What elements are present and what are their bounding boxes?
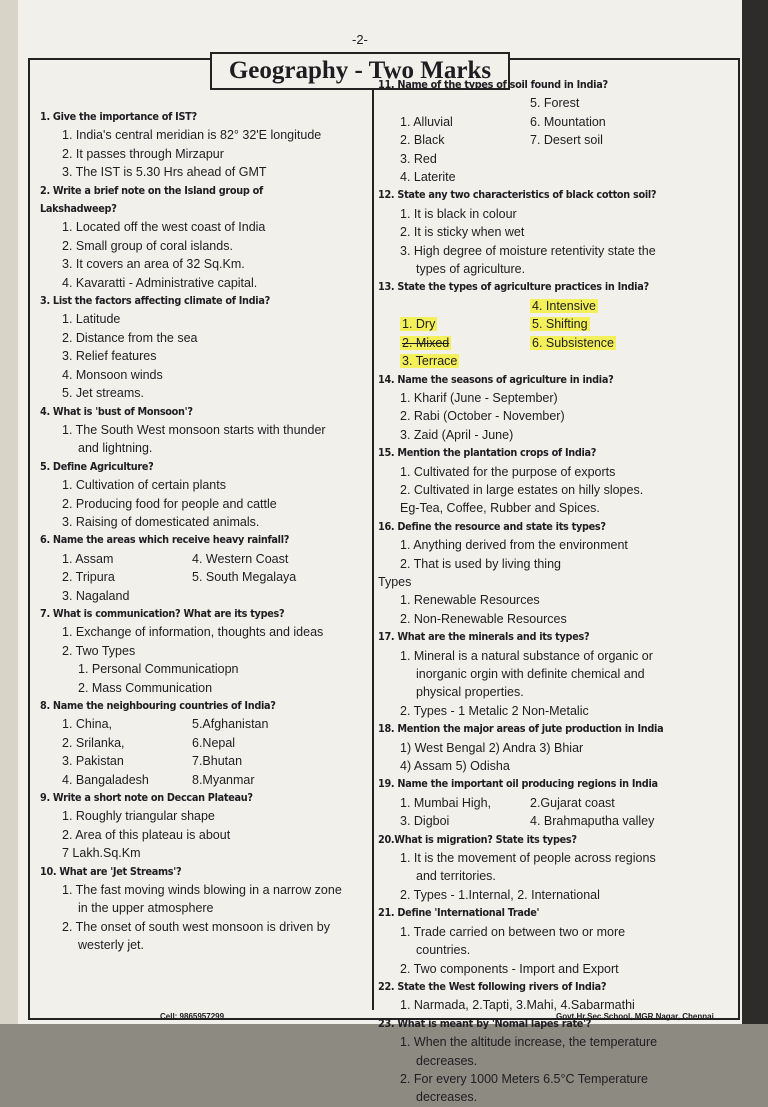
answer-line: and territories.: [416, 869, 496, 884]
answer-text: 6. Mountation: [530, 114, 606, 129]
question-block: [40, 182, 370, 292]
footer-school: Govt.Hr.Sec.School, MGR Nagar, Chennai: [556, 1012, 714, 1021]
answer-line: 1. Trade carried on between two or more: [400, 924, 626, 939]
answer-line: westerly jet.: [78, 938, 144, 953]
column-divider: [372, 90, 374, 1010]
answer-text: 1. Mumbai High,: [400, 795, 492, 810]
footer-contact: Cell: 9865957299: [160, 1012, 225, 1021]
question-heading: 10. What are 'Jet Streams'?: [40, 864, 182, 878]
answer-text: 7. Desert soil: [530, 133, 603, 148]
answer-row: [40, 550, 370, 568]
answer-cell: [400, 794, 530, 812]
answer-line: 3. High degree of moisture retentivity state the: [400, 243, 656, 258]
answer-cell: [400, 131, 530, 149]
answer-line: 2. It is sticky when wet: [400, 225, 525, 240]
answer-line: 1. It is black in colour: [400, 206, 517, 221]
answer-line: 2. Cultivated in large estates on hilly slopes.: [400, 482, 644, 497]
question-block: [378, 720, 740, 775]
answer-line: 2. Non-Renewable Resources: [400, 611, 567, 626]
page-title: Geography - Two Marks: [210, 52, 510, 90]
answer-line: Types: [378, 574, 412, 589]
question-block: [40, 531, 370, 605]
question-block: [378, 831, 740, 905]
answer-row: [378, 94, 740, 112]
question-block: [378, 76, 740, 186]
left-column: [40, 108, 370, 955]
answer-line: 1. Cultivation of certain plants: [62, 478, 226, 493]
answer-line: 1. It is the movement of people across regions: [400, 851, 656, 866]
answer-text: 7.Bhutan: [192, 754, 243, 769]
answer-cell: [400, 334, 530, 352]
answer-cell: [530, 168, 533, 186]
answer-line: 1. Roughly triangular shape: [62, 809, 215, 824]
answer-cell: [192, 715, 268, 733]
answer-line: 2. Types - 1.Internal, 2. International: [400, 887, 600, 902]
answer-line: 5. Jet streams.: [62, 386, 144, 401]
answer-line: physical properties.: [416, 685, 524, 700]
answer-cell: [400, 94, 530, 112]
question-heading: 11. Name of the types of soil found in India?: [378, 78, 608, 91]
answer-line: 1. Anything derived from the environment: [400, 538, 628, 553]
answer-line: 1. The fast moving winds blowing in a narrow zone: [62, 883, 342, 898]
answer-line: 1. The South West monsoon starts with thunder: [62, 422, 326, 437]
answer-cell: [192, 568, 296, 586]
answer-line: decreases.: [416, 1053, 478, 1068]
answer-line: 2. Distance from the sea: [62, 330, 198, 345]
answer-text: 3. Digboi: [400, 814, 450, 829]
question-block: [378, 978, 740, 1015]
answer-text: 4. Bangaladesh: [62, 772, 149, 787]
answer-line: 2. Mass Communication: [78, 680, 213, 695]
answer-line: 1. Located off the west coast of India: [62, 220, 266, 235]
answer-text: 4. Brahmaputha valley: [530, 814, 655, 829]
answer-line: 1. Latitude: [62, 312, 121, 327]
answer-cell: [400, 113, 530, 131]
answer-line: 2. Types - 1 Metalic 2 Non-Metalic: [400, 703, 589, 718]
question-block: [40, 863, 370, 955]
answer-cell: [192, 587, 195, 605]
question-block: [378, 775, 740, 830]
answer-row: [40, 568, 370, 586]
answer-line: decreases.: [416, 1090, 478, 1105]
answer-text: 6. Subsistence: [532, 335, 614, 350]
answer-line: 1. India's central meridian is 82° 32'E longitude: [62, 128, 322, 143]
answer-cell: [400, 150, 530, 168]
question-heading: 21. Define 'International Trade': [378, 906, 540, 920]
question-heading: 23. What is meant by 'Nomal lapes rate'?: [378, 1016, 592, 1030]
answer-text: 4. Western Coast: [192, 551, 289, 566]
answer-text: 5. Shifting: [532, 317, 588, 332]
question-heading: Lakshadweep?: [40, 202, 117, 216]
answer-line: 4) Assam 5) Odisha: [400, 759, 510, 774]
answer-text: 2. Srilanka,: [62, 735, 125, 750]
question-heading: 4. What is 'bust of Monsoon'?: [40, 404, 193, 418]
answer-text: 1. China,: [62, 717, 113, 732]
answer-line: 3. It covers an area of 32 Sq.Km.: [62, 257, 245, 272]
answer-text: 4. Laterite: [400, 170, 456, 185]
answer-line: 1. Kharif (June - September): [400, 390, 558, 405]
answer-cell: [192, 550, 288, 568]
answer-cell: [530, 315, 590, 333]
question-block: [378, 186, 740, 278]
answer-cell: [530, 334, 616, 352]
answer-cell: [530, 352, 533, 370]
answer-cell: [400, 315, 530, 333]
answer-cell: [62, 550, 192, 568]
answer-cell: [62, 568, 192, 586]
answer-text: 5.Afghanistan: [192, 717, 269, 732]
question-block: [40, 108, 370, 182]
right-column: [378, 76, 740, 1107]
answer-text: 2. Tripura: [62, 570, 115, 585]
question-block: [378, 444, 740, 518]
answer-row: [378, 168, 740, 186]
answer-row: [378, 812, 740, 830]
answer-line: 2. Area of this plateau is about: [62, 827, 231, 842]
question-heading: 19. Name the important oil producing regions in India: [378, 777, 658, 791]
page-left-edge: [0, 0, 18, 1024]
answer-row: [378, 352, 740, 370]
question-heading: 6. Name the areas which receive heavy rainfall?: [40, 533, 290, 547]
answer-row: [378, 794, 740, 812]
answer-row: [378, 315, 740, 333]
answer-cell: [530, 794, 615, 812]
answer-cell: [400, 812, 530, 830]
question-heading: 8. Name the neighbouring countries of India?: [40, 699, 276, 712]
answer-text: 3. Red: [400, 151, 437, 166]
answer-row: [40, 771, 370, 789]
answer-text: 6.Nepal: [192, 735, 236, 750]
question-heading: 2. Write a brief note on the Island group of: [40, 183, 263, 197]
answer-cell: [192, 734, 235, 752]
answer-line: 1. Renewable Resources: [400, 593, 540, 608]
answer-cell: [62, 734, 192, 752]
question-heading: 22. State the West following rivers of India?: [378, 979, 607, 993]
answer-text: 5. Forest: [530, 96, 580, 111]
answer-cell: [192, 752, 242, 770]
answer-text: 3. Terrace: [402, 354, 458, 369]
question-block: [40, 292, 370, 402]
answer-row: [40, 734, 370, 752]
question-heading: 9. Write a short note on Deccan Plateau?: [40, 791, 253, 805]
answer-text: 2. Mixed: [402, 335, 450, 350]
answer-line: 1. Personal Communicatiopn: [78, 662, 239, 677]
question-heading: 3. List the factors affecting climate of India?: [40, 294, 270, 308]
answer-line: 3. The IST is 5.30 Hrs ahead of GMT: [62, 165, 267, 180]
answer-cell: [530, 812, 654, 830]
question-block: [40, 458, 370, 532]
answer-cell: [62, 771, 192, 789]
answer-line: and lightning.: [78, 441, 153, 456]
question-block: [378, 278, 740, 370]
question-block: [378, 1015, 740, 1107]
question-heading: 14. Name the seasons of agriculture in india?: [378, 372, 614, 386]
question-block: [40, 697, 370, 789]
question-heading: 7. What is communication? What are its types?: [40, 606, 285, 620]
question-block: [40, 403, 370, 458]
answer-row: [40, 715, 370, 733]
answer-cell: [192, 771, 255, 789]
answer-text: 1. Dry: [402, 317, 436, 332]
question-heading: 18. Mention the major areas of jute production in India: [378, 722, 664, 736]
answer-cell: [530, 150, 533, 168]
answer-row: [40, 587, 370, 605]
answer-row: [378, 113, 740, 131]
answer-row: [378, 150, 740, 168]
question-block: [378, 904, 740, 978]
answer-cell: [400, 168, 530, 186]
answer-line: 2. Rabi (October - November): [400, 409, 565, 424]
answer-cell: [530, 297, 598, 315]
answer-line: 1. When the altitude increase, the temperature: [400, 1035, 658, 1050]
answer-line: countries.: [416, 943, 471, 958]
answer-line: 1. Exchange of information, thoughts and ideas: [62, 625, 324, 640]
answer-line: 2. That is used by living thing: [400, 556, 561, 571]
question-heading: 13. State the types of agriculture practices in India?: [378, 280, 649, 294]
answer-cell: [530, 94, 579, 112]
question-block: [40, 789, 370, 863]
answer-text: 3. Nagaland: [62, 588, 130, 603]
question-block: [378, 371, 740, 445]
answer-line: 2. Small group of coral islands.: [62, 238, 233, 253]
answer-line: 3. Zaid (April - June): [400, 427, 514, 442]
question-heading: 5. Define Agriculture?: [40, 459, 154, 473]
answer-cell: [62, 587, 192, 605]
answer-line: 4. Monsoon winds: [62, 367, 163, 382]
question-block: [40, 605, 370, 697]
answer-text: 2. Black: [400, 133, 445, 148]
page-number: -2-: [352, 32, 368, 47]
answer-line: 2. The onset of south west monsoon is driven by: [62, 919, 330, 934]
answer-text: 4. Intensive: [532, 298, 596, 313]
answer-line: 2. It passes through Mirzapur: [62, 146, 224, 161]
answer-text: 3. Pakistan: [62, 754, 124, 769]
answer-line: 4. Kavaratti - Administrative capital.: [62, 275, 258, 290]
question-block: [378, 628, 740, 720]
answer-row: [40, 752, 370, 770]
answer-line: 3. Relief features: [62, 349, 157, 364]
answer-line: 1. Cultivated for the purpose of exports: [400, 464, 616, 479]
answer-line: 2. Two Types: [62, 643, 136, 658]
answer-cell: [62, 752, 192, 770]
answer-cell: [530, 113, 606, 131]
question-heading: 12. State any two characteristics of black cotton soil?: [378, 188, 657, 202]
answer-line: Eg-Tea, Coffee, Rubber and Spices.: [400, 501, 600, 516]
answer-line: in the upper atmosphere: [78, 901, 214, 916]
answer-row: [378, 131, 740, 149]
answer-cell: [400, 297, 530, 315]
answer-cell: [62, 715, 192, 733]
answer-line: 7 Lakh.Sq.Km: [62, 846, 141, 861]
answer-line: 2. Two components - Import and Export: [400, 961, 619, 976]
page-right-edge: [742, 0, 768, 1024]
answer-cell: [400, 352, 530, 370]
question-heading: 17. What are the minerals and its types?: [378, 630, 590, 644]
answer-line: 2. For every 1000 Meters 6.5°C Temperature: [400, 1071, 648, 1086]
answer-text: 1. Alluvial: [400, 114, 453, 129]
question-block: [378, 518, 740, 628]
answer-line: types of agriculture.: [416, 262, 526, 277]
answer-text: 8.Myanmar: [192, 772, 255, 787]
answer-text: 5. South Megalaya: [192, 570, 297, 585]
answer-line: inorganic orgin with definite chemical and: [416, 667, 645, 681]
question-heading: 15. Mention the plantation crops of India?: [378, 446, 597, 460]
answer-line: 1. Mineral is a natural substance of organic or: [400, 648, 653, 663]
answer-line: 1. Narmada, 2.Tapti, 3.Mahi, 4.Sabarmathi: [400, 998, 635, 1013]
question-heading: 16. Define the resource and state its types?: [378, 519, 606, 533]
answer-line: 1) West Bengal 2) Andra 3) Bhiar: [400, 740, 584, 755]
answer-row: [378, 297, 740, 315]
answer-text: 2.Gujarat coast: [530, 795, 615, 810]
answer-cell: [530, 131, 603, 149]
answer-line: 3. Raising of domesticated animals.: [62, 514, 260, 529]
answer-row: [378, 334, 740, 352]
answer-text: 1. Assam: [62, 551, 114, 566]
question-heading: 1. Give the importance of IST?: [40, 110, 197, 123]
answer-line: 2. Producing food for people and cattle: [62, 496, 277, 511]
question-heading: 20.What is migration? State its types?: [378, 832, 577, 846]
